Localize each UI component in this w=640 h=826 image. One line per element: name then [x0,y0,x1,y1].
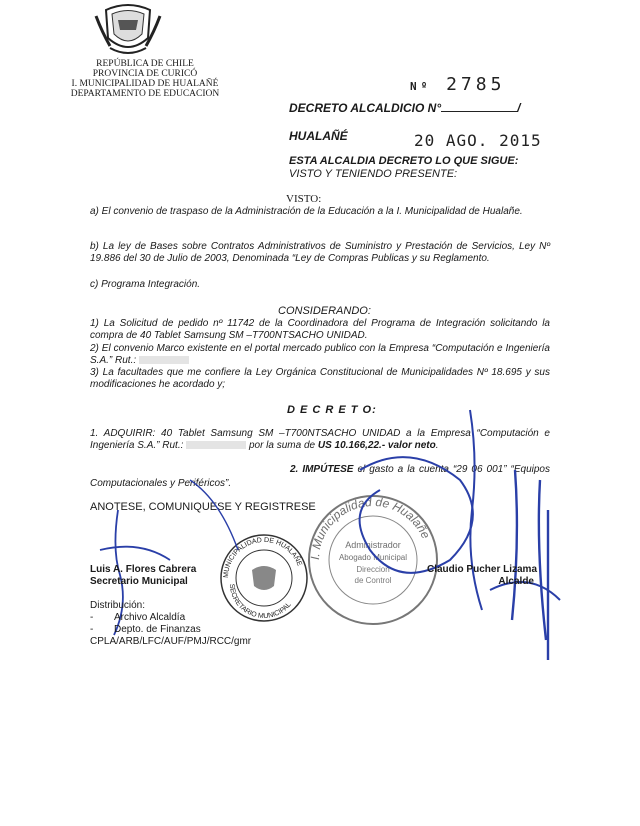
distribution-item: - Depto. de Finanzas [90,624,201,635]
considerando-heading: CONSIDERANDO: [278,305,371,317]
decreto-item-1: 1. ADQUIRIR: 40 Tablet Samsung SM –T700NTSACHO UNIDAD a la Empresa “Computación e Ingeniería S.A.” Rut.: por la suma de US 10.166,22.- valor neto. [90,428,550,451]
decree-intro [289,155,518,181]
svg-text:I. Municipalidad de Hualañe [308,495,433,560]
administrator-seal [305,492,441,628]
decree-place: HUALAÑÉ [289,129,348,143]
mayor-title: Alcalde [498,576,534,587]
considerando-item-2: 2) El convenio Marco existente en el portal mercado publico con la Empresa “Computación e Ingeniería S.A.” Rut.: [90,343,550,366]
seal-top-text: MUNICIPALIDAD DE HUALAÑE [222,536,303,579]
secretary-signature-block [90,564,196,588]
department-line: DEPARTAMENTO DE EDUCACION [70,89,220,99]
seen-line: VISTO Y TENIENDO PRESENTE: [289,168,458,180]
closing-line: ANOTESE, COMUNIQUESE Y REGISTRESE [90,501,316,513]
mayor-signature-block [420,564,544,588]
country-line: REPÚBLICA DE CHILE [96,59,194,69]
decree-line: ESTA ALCALDIA DECRETO LO QUE SIGUE: [289,155,519,167]
considerando-item-1: 1) La Solicitud de pedido nº 11742 de la Coordinadora del Programa de Integración solicitando la compra de 40 Tablet Samsung SM –T700NTSACHO UNIDAD. [90,318,550,341]
admin-seal-line-1: Administrador [345,540,401,550]
distribution-codes: CPLA/ARB/LFC/AUF/PMJ/RCC/gmr [90,636,252,647]
visto-heading: VISTO: [286,193,322,205]
purchase-amount: US 10.166,22.- valor neto [317,440,436,451]
mayor-name: Claudio Pucher Lizama [426,564,538,575]
letterhead [50,59,240,99]
decreto-heading: D E C R E T O: [287,404,377,416]
municipal-coat-of-arms [92,2,164,58]
distribution-item: - Archivo Alcaldía [90,612,186,623]
admin-seal-line-3: Direccion [356,565,390,574]
visto-item-a: a) El convenio de traspaso de la Administración de la Educación a la I. Municipalidad de Hualañe. [90,206,523,217]
secretary-title: Secretario Municipal [90,576,188,587]
distribution-block [90,600,251,648]
number-prefix: Nº [410,80,432,93]
secretary-name: Luis A. Flores Cabrera [90,564,197,575]
considerando-item-3: 3) La facultades que me confiere la Ley Orgánica Constitucional de Municipalidades Nº 18.695 y sus modificaciones he acordado y; [90,367,550,390]
admin-seal-line-4: de Control [354,576,392,585]
admin-seal-ring-text: I. Municipalidad de Hualañe [307,494,433,561]
decree-date: 20 AGO. 2015 [414,131,542,150]
decree-number-stamp [410,74,505,95]
redacted-rut-2 [186,441,246,449]
seal-bottom-text: SECRETARIO MUNICIPAL [227,583,293,621]
decree-label: DECRETO ALCALDICIO N° / [289,101,521,115]
visto-item-b: b) La ley de Bases sobre Contratos Administrativos de Suministro y Prestación de Servicios, Ley Nº 19.886 del 30 de Julio de 2003, Denominada “Ley de Compras Publicas y su Reglamento. [90,241,550,264]
distribution-heading: Distribución: [90,600,146,611]
province-line: PROVINCIA DE CURICÓ [92,69,198,79]
municipality-line: I. MUNICIPALIDAD DE HUALAÑÉ [71,79,219,89]
decree-number: 2785 [446,74,506,95]
visto-item-c: c) Programa Integración. [90,279,201,290]
decreto-item-2: 2. IMPÚTESE el gasto a la cuenta “29 06 001” “Equipos Computacionales y Periféricos”. [90,464,550,489]
admin-seal-line-2: Abogado Municipal [338,553,408,562]
redacted-rut [139,356,189,364]
